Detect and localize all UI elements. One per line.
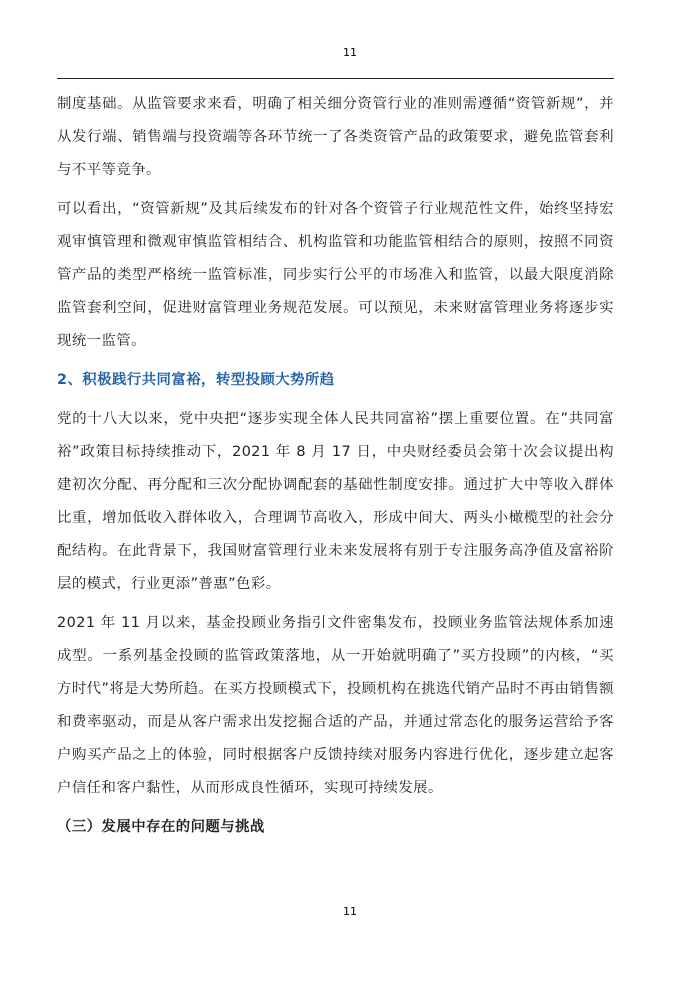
body-paragraph-2: 可以看出，“资管新规”及其后续发布的针对各个资管子行业规范性文件，始终坚持宏观审慎管理和微观审慎监管相结合、机构监管和功能监管相结合的原则，按照不同资管产品的类型严格统一监管标准，同步实行公平的市场准入和监管，以最大限度消除监管套利空间，促进财富管理业务规范发展。可以预见，未来财富管理业务将逐步实现统一监管。 [57, 201, 614, 349]
section-heading-challenges: （三）发展中存在的问题与挑战 [57, 819, 265, 835]
header-page-number: 11 [343, 46, 357, 59]
page-content [57, 88, 614, 844]
body-paragraph-4: 2021 年 11 月以来，基金投顾业务指引文件密集发布，投顾业务监管法规体系加速成型。一系列基金投顾的监管政策落地，从一开始就明确了”买方投顾”的内核，“买方时代”将是大势所趋。在买方投顾模式下，投顾机构在挑选代销产品时不再由销售额和费率驱动，而是从客户需求出发挖掘合适的产品，并通过常态化的服务运营给予客户购买产品之上的体验，同时根据客户反馈持续对服务内容进行优化，逐步建立起客户信任和客户黏性，从而形成良性循环，实现可持续发展。 [57, 615, 615, 796]
body-paragraph-3: 党的十八大以来，党中央把“逐步实现全体人民共同富裕”摆上重要位置。在”共同富裕”政策目标持续推动下，2021 年 8 月 17 日，中央财经委员会第十次会议提出构建初次分配、再分配和三次分配协调配套的基础性制度安排。通过扩大中等收入群体比重，增加低收入群体收入，合理调节高收入，形成中间大、两头小橄榄型的社会分配结构。在此背景下，我国财富管理行业未来发展将有别于专注服务高净值及富裕阶层的模式，行业更添”普惠”色彩。 [57, 411, 614, 592]
footer-page-number: 11 [343, 905, 357, 918]
body-paragraph-1: 制度基础。从监管要求来看，明确了相关细分资管行业的准则需遵循“资管新规”，并从发行端、销售端与投资端等各环节统一了各类资管产品的政策要求，避免监管套利与不平等竞争。 [57, 96, 614, 178]
subheading-common-prosperity: 2、积极践行共同富裕，转型投顾大势所趋 [57, 372, 335, 388]
header-divider [57, 78, 614, 79]
